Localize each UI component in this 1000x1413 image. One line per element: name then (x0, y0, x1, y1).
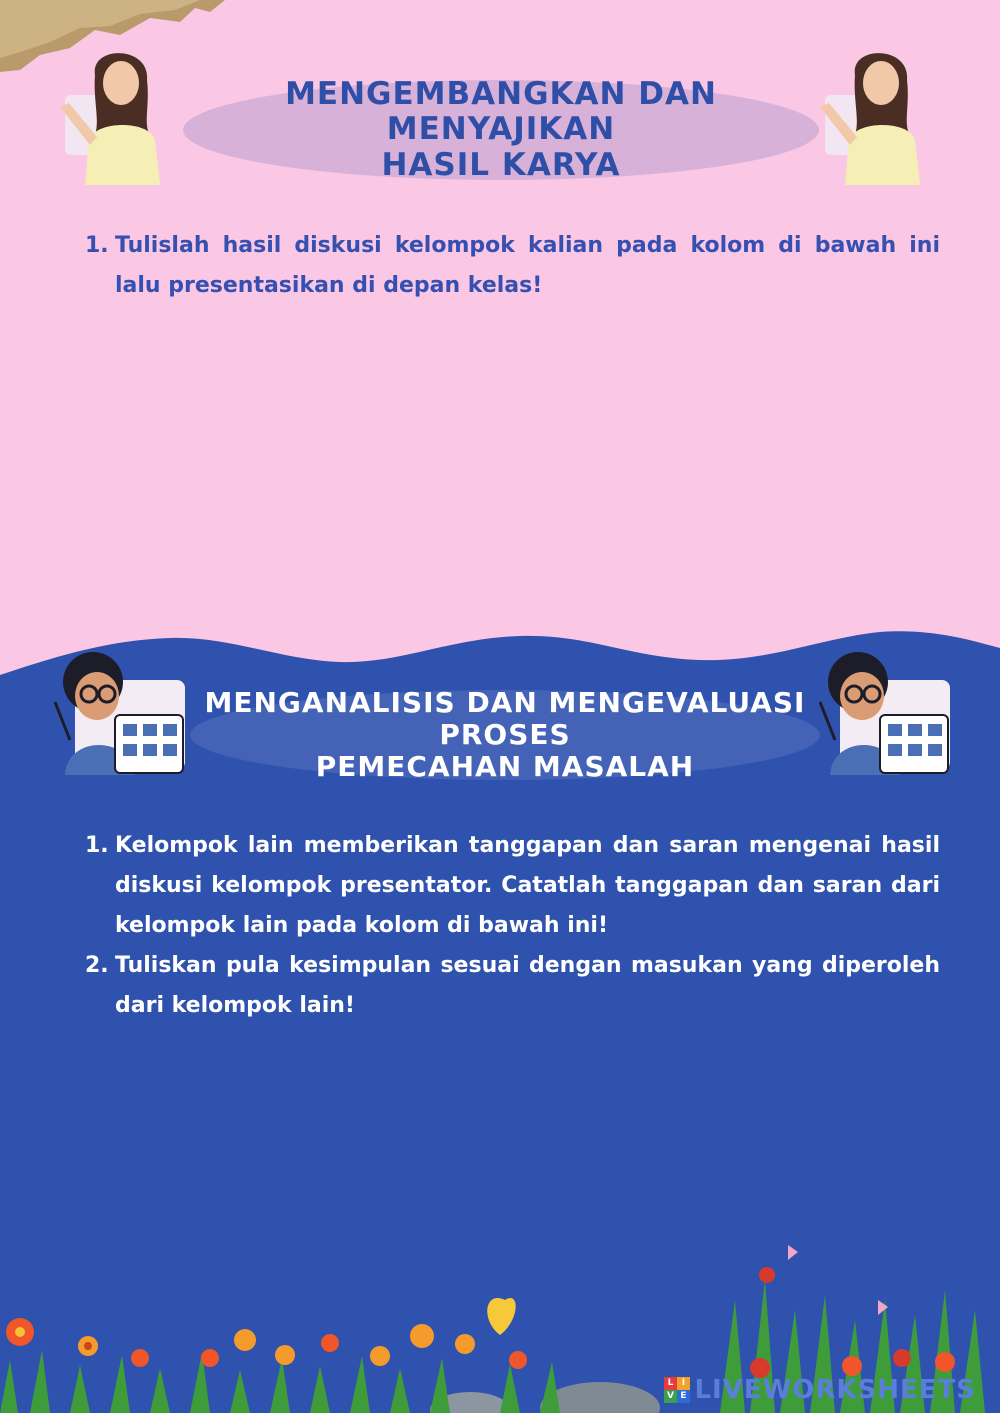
liveworksheets-logo-icon (664, 1377, 690, 1403)
top-heading-line1: MENGEMBANGKAN DAN MENYAJIKAN (285, 75, 717, 148)
list-item (85, 946, 940, 1026)
item-text: Tuliskan pula kesimpulan sesuai dengan masukan yang diperoleh dari kelompok lain! (115, 953, 940, 1018)
top-instructions-list (85, 226, 940, 306)
list-item (85, 826, 940, 946)
item-number: 1. (85, 833, 109, 858)
bottom-heading-line1: MENGANALISIS DAN MENGEVALUASI PROSES (204, 685, 806, 751)
item-text: Tulislah hasil diskusi kelompok kalian pada kolom di bawah ini lalu presentasikan di depan kelas! (115, 233, 940, 298)
boy-illustration-right (810, 640, 955, 780)
heading-pill-top (183, 75, 819, 183)
logo-letter: I (677, 1377, 690, 1390)
item-number: 1. (85, 233, 109, 258)
logo-letter: L (664, 1377, 677, 1390)
heading-pill-bottom (190, 685, 820, 784)
woman-illustration-right (815, 45, 945, 185)
woman-illustration-left (55, 45, 185, 185)
bottom-heading-line2: PEMECAHAN MASALAH (315, 750, 695, 784)
boy-illustration-left (45, 640, 190, 780)
logo-letter: V (664, 1390, 677, 1403)
liveworksheets-watermark (664, 1375, 976, 1405)
item-number: 2. (85, 953, 109, 978)
item-text: Kelompok lain memberikan tanggapan dan saran mengenai hasil diskusi kelompok presentator. Catatlah tanggapan dan saran dari kelompok lain pada kolom di bawah ini! (115, 833, 940, 938)
top-heading-line2: HASIL KARYA (381, 146, 621, 183)
logo-letter: E (677, 1390, 690, 1403)
watermark-text: LIVEWORKSHEETS (694, 1375, 976, 1405)
bottom-instructions-list (85, 826, 940, 1026)
list-item (85, 226, 940, 306)
